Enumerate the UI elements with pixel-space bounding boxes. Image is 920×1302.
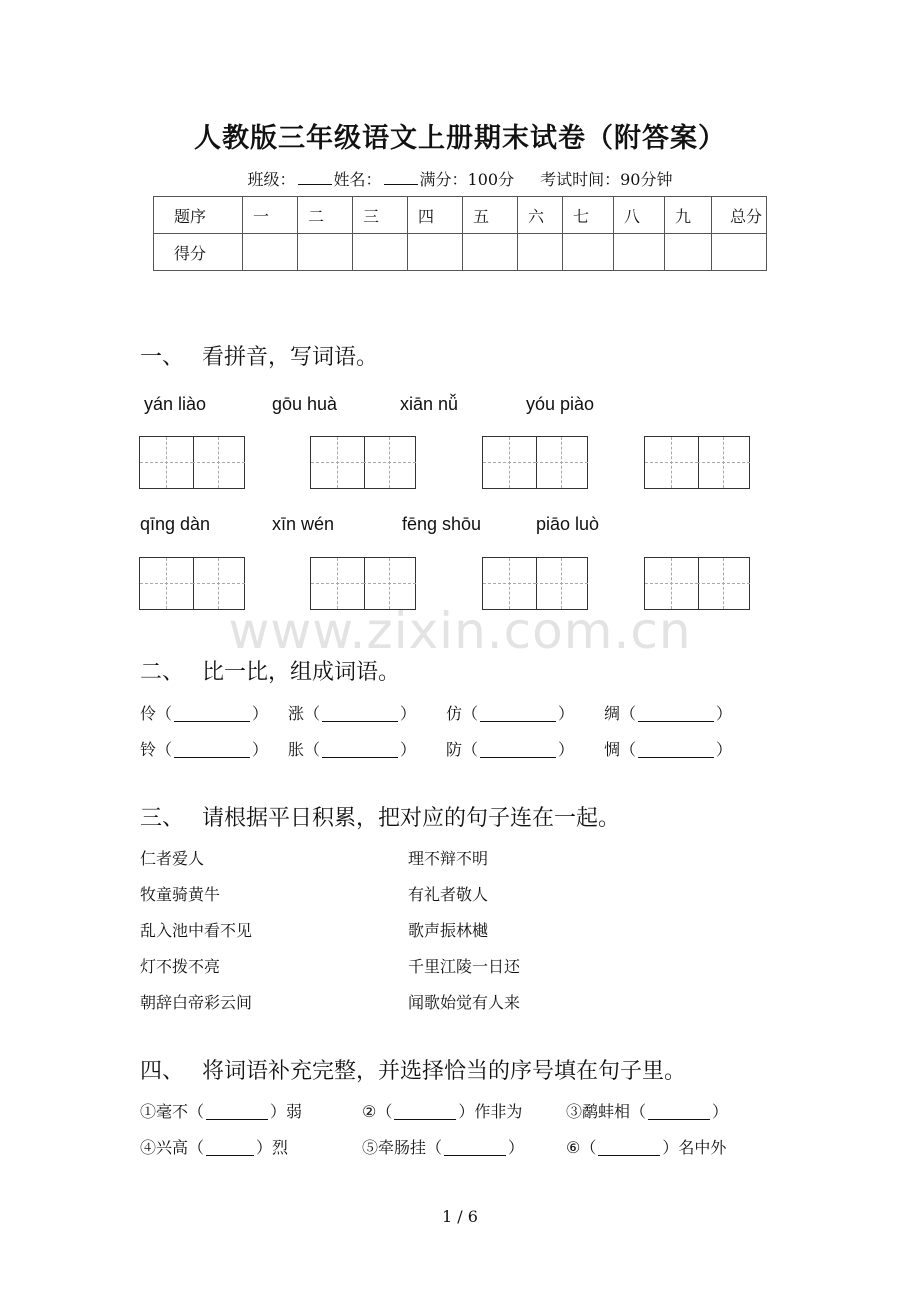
match-left-item[interactable]: 仁者爱人	[140, 849, 205, 868]
score-table	[153, 196, 767, 271]
answer-blank[interactable]	[648, 1119, 710, 1120]
section-1-title: 一、 看拼音，写词语。	[140, 345, 379, 370]
match-right-item[interactable]: 千里江陵一日还	[408, 957, 521, 976]
header-cell: 题序	[154, 197, 243, 234]
writing-grid[interactable]	[139, 436, 245, 489]
section-4-title: 四、 将词语补充完整，并选择恰当的序号填在句子里。	[140, 1059, 687, 1084]
score-cell[interactable]	[665, 234, 712, 271]
match-left-item[interactable]: 牧童骑黄牛	[140, 885, 221, 904]
pinyin-label: piāo luò	[536, 514, 600, 534]
compare-item: 防（ ）	[446, 740, 575, 759]
answer-blank[interactable]	[322, 757, 398, 758]
answer-blank[interactable]	[638, 721, 714, 722]
page-title: 人教版三年级语文上册期末试卷（附答案）	[194, 123, 726, 154]
score-cell[interactable]	[243, 234, 298, 271]
class-label: 班级：	[247, 170, 296, 189]
score-cell[interactable]	[614, 234, 665, 271]
answer-blank[interactable]	[322, 721, 398, 722]
score-cell[interactable]	[463, 234, 518, 271]
header-cell: 五	[463, 197, 518, 234]
match-left-item[interactable]: 乱入池中看不见	[140, 921, 253, 940]
compare-item: 伶（ ）	[140, 704, 269, 723]
idiom-item: ②（ ）作非为	[362, 1102, 523, 1121]
answer-blank[interactable]	[174, 721, 250, 722]
idiom-item: ①毫不（ ）弱	[140, 1102, 303, 1121]
match-right-item[interactable]: 理不辩不明	[408, 849, 489, 868]
name-blank[interactable]	[384, 184, 418, 185]
score-cell[interactable]	[298, 234, 353, 271]
match-right-item[interactable]: 闻歌始觉有人来	[408, 993, 521, 1012]
answer-blank[interactable]	[206, 1155, 254, 1156]
header-cell: 八	[614, 197, 665, 234]
answer-blank[interactable]	[480, 757, 556, 758]
writing-grid[interactable]	[310, 436, 416, 489]
answer-blank[interactable]	[598, 1155, 660, 1156]
match-left-item[interactable]: 朝辞白帝彩云间	[140, 993, 253, 1012]
compare-item: 铃（ ）	[140, 740, 269, 759]
header-cell: 七	[563, 197, 614, 234]
score-cell[interactable]	[518, 234, 563, 271]
score-table-header	[154, 197, 767, 234]
watermark: www.zixin.com.cn	[228, 602, 692, 660]
pinyin-label: gōu huà	[272, 394, 338, 414]
writing-grid[interactable]	[482, 436, 588, 489]
match-right-item[interactable]: 有礼者敬人	[408, 885, 489, 904]
answer-blank[interactable]	[480, 721, 556, 722]
page-number: 1 / 6	[442, 1207, 478, 1226]
header-cell: 九	[665, 197, 712, 234]
pinyin-label: xiān nǚ	[400, 394, 459, 414]
exam-info	[0, 167, 920, 190]
match-right-item[interactable]: 歌声振林樾	[408, 921, 489, 940]
pinyin-label: yóu piào	[526, 394, 595, 414]
idiom-item: ⑥（ ）名中外	[566, 1138, 727, 1157]
answer-blank[interactable]	[444, 1155, 506, 1156]
pinyin-label: qīng dàn	[140, 514, 211, 534]
header-cell: 六	[518, 197, 563, 234]
full-score: 满分：100分	[419, 170, 515, 189]
compare-item: 惆（ ）	[604, 740, 733, 759]
score-cell[interactable]	[712, 234, 767, 271]
match-left-item[interactable]: 灯不拨不亮	[140, 957, 221, 976]
header-cell: 一	[243, 197, 298, 234]
idiom-item: ⑤牵肠挂（ ）	[362, 1138, 525, 1157]
pinyin-label: xīn wén	[272, 514, 335, 534]
name-label: 姓名：	[333, 170, 382, 189]
section-2-title: 二、 比一比，组成词语。	[140, 660, 401, 685]
score-cell[interactable]	[563, 234, 614, 271]
idiom-item: ③鹬蚌相（ ）	[566, 1102, 729, 1121]
answer-blank[interactable]	[394, 1119, 456, 1120]
idiom-item: ④兴高（ ）烈	[140, 1138, 289, 1157]
header-cell: 三	[353, 197, 408, 234]
answer-blank[interactable]	[174, 757, 250, 758]
answer-blank[interactable]	[638, 757, 714, 758]
score-table-row	[154, 234, 767, 271]
pinyin-label: yán liào	[144, 394, 207, 414]
compare-item: 仿（ ）	[446, 704, 575, 723]
compare-item: 涨（ ）	[288, 704, 417, 723]
score-cell[interactable]	[408, 234, 463, 271]
header-cell: 总分	[712, 197, 767, 234]
compare-item: 绸（ ）	[604, 704, 733, 723]
row-label: 得分	[154, 234, 243, 271]
compare-item: 胀（ ）	[288, 740, 417, 759]
writing-grid[interactable]	[644, 436, 750, 489]
pinyin-label: fēng shōu	[402, 514, 482, 534]
exam-time: 考试时间：90分钟	[540, 170, 673, 189]
answer-blank[interactable]	[206, 1119, 268, 1120]
class-blank[interactable]	[298, 184, 332, 185]
section-3-title: 三、 请根据平日积累，把对应的句子连在一起。	[140, 806, 621, 831]
header-cell: 二	[298, 197, 353, 234]
header-cell: 四	[408, 197, 463, 234]
score-cell[interactable]	[353, 234, 408, 271]
